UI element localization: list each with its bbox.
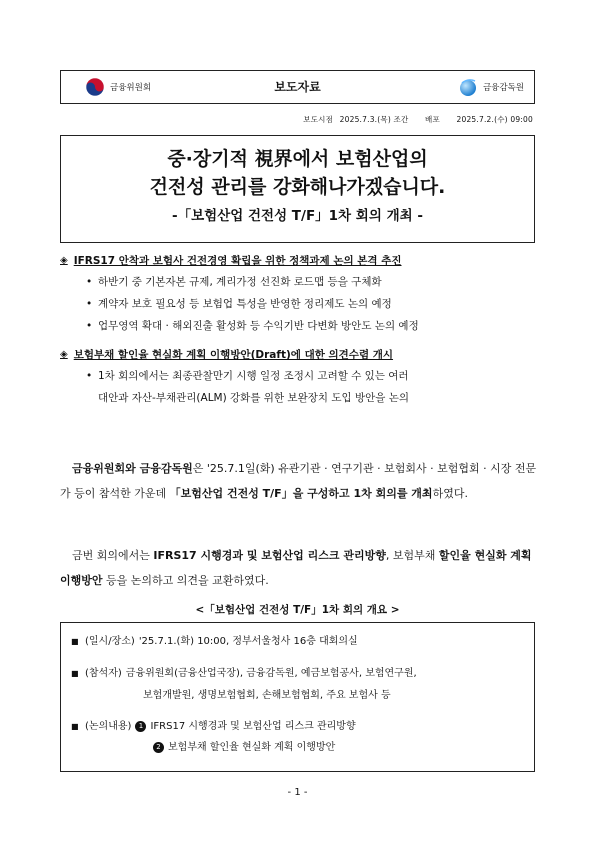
attendees-label: (참석자) xyxy=(85,668,122,679)
summary-item-text: 하반기 중 기본자본 규제, 계리가정 선진화 로드맵 등을 구체화 xyxy=(98,276,382,288)
diamond-marker-icon: ◈ xyxy=(60,255,68,266)
summary-heading-2 xyxy=(60,346,535,364)
p1-bold-orgs: 금융위원회와 금융감독원 xyxy=(72,462,193,475)
summary-item-continuation: 대안과 자산-부채관리(ALM) 강화를 위한 보완장치 도입 방안을 논의 xyxy=(98,392,410,404)
datetime-value: '25.7.1.(화) 10:00, 정부서울청사 16층 대회의실 xyxy=(138,636,358,647)
square-bullet-icon: ■ xyxy=(71,669,79,678)
summary-section xyxy=(60,250,535,409)
agenda-item-1 xyxy=(135,716,355,738)
square-bullet-icon: ■ xyxy=(71,722,79,731)
summary-item-text: 계약자 보호 필요성 등 보험업 특성을 반영한 정리제도 논의 예정 xyxy=(98,298,392,310)
fss-globe-logo-icon xyxy=(458,77,478,97)
summary-heading-1-text: IFRS17 안착과 보험사 건전경영 확립을 위한 정책과제 논의 본격 추진 xyxy=(73,255,402,267)
diamond-marker-icon: ◈ xyxy=(60,349,68,360)
p1-bold-tf: 「보험산업 건전성 T/F」을 구성하고 1차 회의를 개최 xyxy=(169,487,433,500)
body-paragraph-2 xyxy=(60,543,538,593)
summary-heading-1 xyxy=(60,252,535,270)
meeting-agenda-row-2 xyxy=(153,737,335,759)
fss-name: 금융감독원 xyxy=(482,82,524,93)
summary-item xyxy=(60,271,535,293)
headline-subtitle: -「보험산업 건전성 T/F」1차 회의 개최 - xyxy=(172,208,423,224)
press-release-header xyxy=(60,70,535,104)
datetime-label: (일시/장소) xyxy=(85,636,135,647)
p2-bold-ifrs: IFRS17 시행경과 및 보험산업 리스크 관리방향 xyxy=(153,549,386,562)
summary-item xyxy=(60,365,535,387)
agenda-item-2 xyxy=(153,737,335,759)
number-badge-icon: 2 xyxy=(153,742,164,753)
p2-text-2: , 보험부채 xyxy=(385,549,439,562)
summary-heading-2-text: 보험부채 할인율 현실화 계획 이행방안(Draft)에 대한 의견수렴 개시 xyxy=(73,349,394,361)
p2-text-1: 금번 회의에서는 xyxy=(72,549,154,562)
bullet-icon: • xyxy=(86,298,93,310)
meeting-attendees-row xyxy=(71,663,417,685)
doc-type-title: 보도자료 xyxy=(274,80,321,94)
meeting-agenda-row xyxy=(71,716,356,738)
page-number: - 1 - xyxy=(287,787,308,798)
p1-text-2: 하였다. xyxy=(432,487,468,500)
p1-text-1: 은 '25.7.1일(화) 유관기관 · 연구기관 · 보험회사 · 보험협회 · 시장 전문가 등이 참석한 가운데 xyxy=(60,462,537,500)
meeting-datetime-row xyxy=(71,631,358,653)
headline-line-2: 건전성 관리를 강화해나가겠습니다. xyxy=(149,176,446,198)
p2-bold-discount: 할인율 현실화 계획 이행방안 xyxy=(60,549,532,587)
square-bullet-icon: ■ xyxy=(71,637,79,646)
distribution-label: 배포 xyxy=(425,115,440,124)
bullet-icon: • xyxy=(86,276,93,288)
meeting-overview-box xyxy=(60,622,535,772)
body-paragraph-1 xyxy=(60,456,538,506)
distribution-value: 2025.7.2.(수) 09:00 xyxy=(456,115,533,124)
p2-text-3: 등을 논의하고 의견을 교환하였다. xyxy=(102,574,269,587)
agenda-item-1-text: IFRS17 시행경과 및 보험산업 리스크 관리방향 xyxy=(150,721,356,732)
meeting-overview-title: <「보험산업 건전성 T/F」1차 회의 개요 > xyxy=(195,604,400,616)
meeting-attendees-continuation xyxy=(143,685,391,707)
number-badge-icon: 1 xyxy=(135,721,146,732)
headline-line-1: 중·장기적 視界에서 보험산업의 xyxy=(167,148,428,170)
attendees-line-1: 금융위원회(금융산업국장), 금융감독원, 예금보험공사, 보험연구원, xyxy=(125,668,417,679)
bullet-icon: • xyxy=(86,370,93,382)
fss-branding xyxy=(458,71,524,102)
headline-box xyxy=(60,135,535,243)
summary-item xyxy=(60,315,535,337)
release-dateline xyxy=(299,114,533,125)
attendees-line-2: 보험개발원, 생명보험협회, 손해보험협회, 주요 보험사 등 xyxy=(143,690,391,701)
agenda-label: (논의내용) xyxy=(85,721,132,732)
agenda-item-2-text: 보험부채 할인율 현실화 계획 이행방안 xyxy=(168,742,336,753)
summary-item xyxy=(60,293,535,315)
embargo-label: 보도시점 xyxy=(303,115,334,124)
fsc-name: 금융위원회 xyxy=(110,82,152,93)
summary-item-text: 1차 회의에서는 최종관찰만기 시행 일정 조정시 고려할 수 있는 여러 xyxy=(98,370,409,382)
embargo-value: 2025.7.3.(목) 조간 xyxy=(339,115,409,124)
bullet-icon: • xyxy=(86,320,93,332)
summary-item-text: 업무영역 확대 · 해외진출 활성화 등 수익기반 다변화 방안도 논의 예정 xyxy=(98,320,419,332)
